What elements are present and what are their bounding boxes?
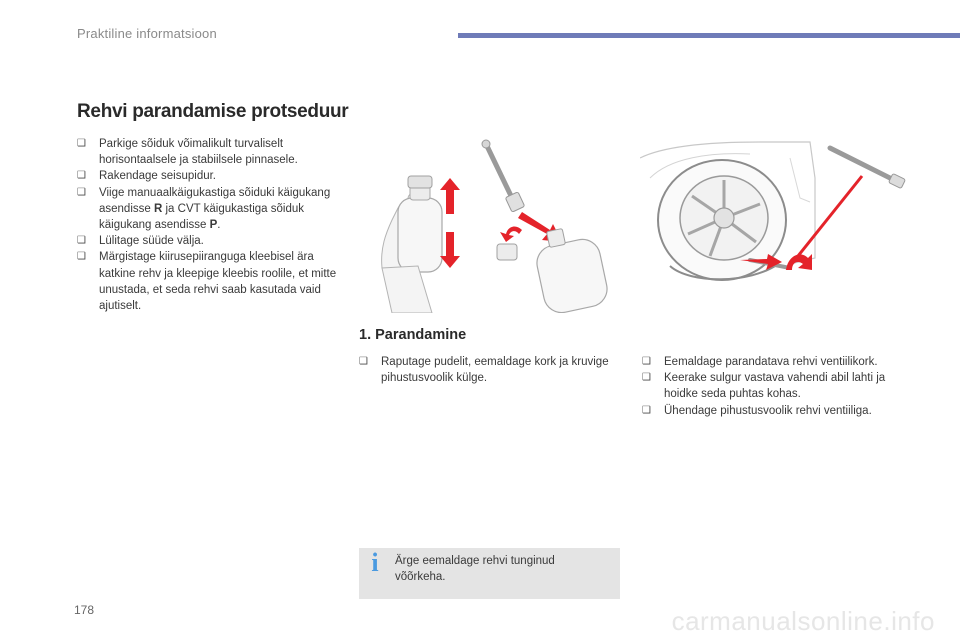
- intro-step: ❑ Viige manuaalkäigukastiga sõiduki käigukang asendisse R ja CVT käigukastiga sõiduk käigukang asendisse P.: [77, 186, 331, 232]
- repair-steps-left: [359, 354, 609, 386]
- cap-removal-arrow-icon: [500, 227, 522, 242]
- valve-core-tool: [830, 148, 898, 182]
- checkbox-icon: ❑: [77, 186, 86, 198]
- checkbox-icon: ❑: [359, 356, 368, 367]
- intro-steps-list: [77, 136, 339, 314]
- checkbox-icon: ❑: [642, 372, 651, 384]
- repair-step: ❑ Eemaldage parandatava rehvi ventiilikork.: [642, 354, 912, 370]
- page-title: Rehvi parandamise protseduur: [77, 101, 349, 122]
- checkbox-icon: ❑: [77, 138, 86, 149]
- repair-step: ❑ Raputage pudelit, eemaldage kork ja kruvige pihustusvoolik külge.: [359, 356, 609, 385]
- info-note-text: Ärge eemaldage rehvi tunginud võõrkeha.: [395, 555, 555, 583]
- checkbox-icon: ❑: [642, 356, 651, 367]
- wheel-hub: [714, 208, 734, 228]
- repair-step-title: 1. Parandamine: [359, 327, 467, 343]
- bottle-neck-open: [547, 229, 566, 248]
- wheel-valve-illustration: [640, 138, 920, 313]
- bottle-body-shaken: [398, 198, 442, 272]
- bottle-cap-shaken: [408, 176, 432, 188]
- bottle-body-open: [534, 236, 611, 313]
- intro-step: ❑ Parkige sõiduk võimalikult turvaliselt horisontaalsele ja stabiilsele pinnasele.: [77, 138, 298, 167]
- header-accent-bar: [458, 33, 960, 38]
- intro-step: ❑ Rakendage seisupidur.: [77, 168, 339, 184]
- page-number: 178: [74, 603, 95, 617]
- intro-step: ❑ Märgistage kiirusepiiranguga kleebisel ära katkine rehv ja kleepige kleebis roolile, et mitte unustada, et seda rehvi saab kasutada vaid ajutiselt.: [77, 251, 337, 313]
- repair-step: ❑ Ühendage pihustusvoolik rehvi ventiiliga.: [642, 403, 912, 419]
- checkbox-icon: ❑: [642, 404, 651, 416]
- sealant-bottle-illustration: [372, 138, 620, 313]
- checkbox-icon: ❑: [77, 251, 86, 263]
- repair-step: ❑ Keerake sulgur vastava vahendi abil lahti ja hoidke seda puhtas kohas.: [642, 372, 886, 401]
- removed-cap: [497, 244, 517, 260]
- info-icon: i: [371, 548, 379, 577]
- repair-steps-right: [642, 354, 912, 419]
- shake-arrows-icon: [440, 178, 460, 268]
- checkbox-icon: ❑: [77, 235, 86, 247]
- injection-hose: [487, 146, 512, 198]
- header-section-title: Praktiline informatsioon: [77, 26, 217, 41]
- checkbox-icon: ❑: [77, 170, 86, 182]
- intro-step: ❑ Lülitage süüde välja.: [77, 233, 339, 249]
- callout-line: [790, 176, 862, 266]
- watermark: carmanualsonline.info: [671, 606, 935, 636]
